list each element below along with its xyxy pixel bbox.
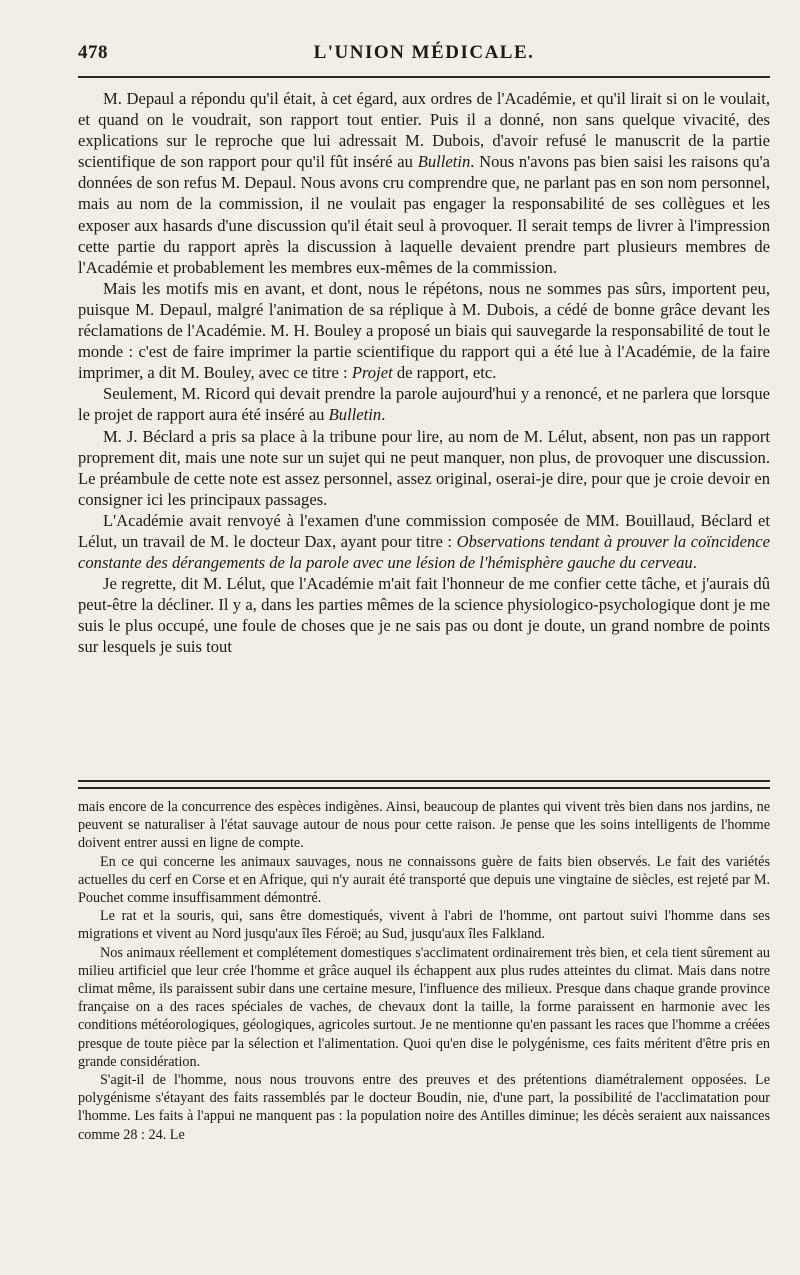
feuilleton-text-column: [78, 798, 770, 1144]
page-header: [78, 42, 770, 72]
paragraph: En ce qui concerne les animaux sauvages, nous ne connaissons guère de faits bien observés. Le fait des variétés actuelles du cerf en Corse et en Afrique, qui n'y aurait été transporté que depuis une vingtaine de siècles, est rejeté par M. Pouchet comme insuffisamment démontré.: [78, 853, 770, 907]
paragraph: Seulement, M. Ricord qui devait prendre la parole aujourd'hui y a renoncé, et ne parlera que lorsque le projet de rapport aura été inséré au Bulletin.: [78, 384, 770, 425]
paragraph: Mais les motifs mis en avant, et dont, nous le répétons, nous ne sommes pas sûrs, importent peu, puisque M. Depaul, malgré l'animation de sa réplique à M. Dubois, a cédé de bonne grâce devant les réclamations de l'Académie. M. H. Bouley a proposé un biais qui sauvegarde la responsabilité de tout le monde : c'est de faire imprimer la partie scientifique du rapport qui a été lue à l'Académie, de la faire imprimer, a dit M. Bouley, avec ce titre : Projet de rapport, etc.: [78, 278, 770, 383]
italic-term: Bulletin: [328, 405, 382, 425]
header-rule: [78, 76, 770, 78]
paragraph: Nos animaux réellement et complétement domestiques s'acclimatent ordinairement très bien, et cela tient sûrement au milieu artificiel que leur crée l'homme et grâce auquel ils échappent aux plus rudes atteintes du climat. Mais dans notre climat même, ils paraissent subir dans une certaine mesure, l'influence des milieux. Presque dans chaque grande province française on a des races spéciales de vaches, de chevaux dont la taille, la forme paraissent en harmonie avec les conditions météorologiques, géologiques, agricoles surtout. Je ne mentionne qu'en passant les races que l'homme a créées presque de toute pièce par la sélection et l'alimentation. Quoi qu'en dise le polygénisme, ces faits méritent d'être pris en grande considération.: [78, 944, 770, 1070]
feuilleton-separator: [78, 780, 770, 789]
paragraph: M. J. Béclard a pris sa place à la tribune pour lire, au nom de M. Lélut, absent, non pas un rapport proprement dit, mais une note sur un sujet qui ne peut manquer, non plus, de provoquer une discussion. Le préambule de cette note est assez personnel, assez original, oserai-je dire, pour que je croie devoir en consigner ici les principaux passages.: [78, 426, 770, 509]
paragraph: M. Depaul a répondu qu'il était, à cet égard, aux ordres de l'Académie, et qu'il lirait si on le voulait, et quand on le voudrait, son rapport tout entier. Puis il a donné, non sans quelque vivacité, des explications sur le reproche que lui adressait M. Dubois, d'avoir refusé le manuscrit de la partie scientifique de son rapport pour qu'il fût inséré au Bulletin. Nous n'avons pas bien saisi les raisons qu'a données de son refus M. Depaul. Nous avons cru comprendre que, ne parlant pas en son nom personnel, mais au nom de la commission, il ne voulait pas engager la responsabilité de ses collègues et les exposer aux hasards d'une discussion qu'il était seul à provoquer. Il serait temps de livrer à l'impression cette partie du rapport après la discussion à laquelle devaient prendre part plusieurs membres de l'Académie et probablement les membres eux-mêmes de la commission.: [78, 89, 770, 277]
paragraph: Je regrette, dit M. Lélut, que l'Académie m'ait fait l'honneur de me confier cette tâche, et j'aurais dû peut-être la décliner. Il y a, dans les parties mêmes de la science physiologico-psychologique dont je me suis le plus occupé, une foule de choses que je ne sais pas ou dont je doute, un grand nombre de points sur lesquels je suis tout: [78, 574, 770, 657]
paragraph: S'agit-il de l'homme, nous nous trouvons entre des preuves et des prétentions diamétralement opposées. Le polygénisme s'étayant des faits rassemblés par le docteur Boudin, nie, d'une part, la possibilité de l'acclimatation pour l'homme. Les faits à l'appui ne manquent pas : la population noire des Antilles diminue; les décès seraient aux naissances comme 28 : 24. Le: [78, 1072, 770, 1143]
paragraph: L'Académie avait renvoyé à l'examen d'une commission composée de MM. Bouillaud, Béclard et Lélut, un travail de M. le docteur Dax, ayant pour titre : Observations tendant à prouver la coïncidence constante des dérangements de la parole avec une lésion de l'hémisphère gauche du cerveau.: [78, 510, 770, 573]
italic-title: Observations tendant à prouver la coïncidence constante des dérangements de la parole avec une lésion de l'hémisphère gauche du cerveau: [78, 531, 770, 573]
running-title: L'UNION MÉDICALE.: [313, 42, 535, 63]
paragraph: Le rat et la souris, qui, sans être domestiqués, vivent à l'abri de l'homme, ont partout suivi l'homme dans ses migrations et vivent au Nord jusqu'aux îles Féroë; au Sud, jusqu'aux îles Falkland.: [78, 908, 770, 943]
page-number: 478: [78, 42, 108, 63]
paragraph: mais encore de la concurrence des espèces indigènes. Ainsi, beaucoup de plantes qui vivent très bien dans nos jardins, ne peuvent se naturaliser à l'état sauvage autour de nous pour cette raison. Je pense que les soins intelligents de l'homme doivent entrer aussi en ligne de compte.: [78, 799, 770, 852]
italic-term: Projet: [351, 363, 393, 383]
italic-term: Bulletin: [417, 152, 471, 172]
main-text-column: [78, 88, 770, 658]
